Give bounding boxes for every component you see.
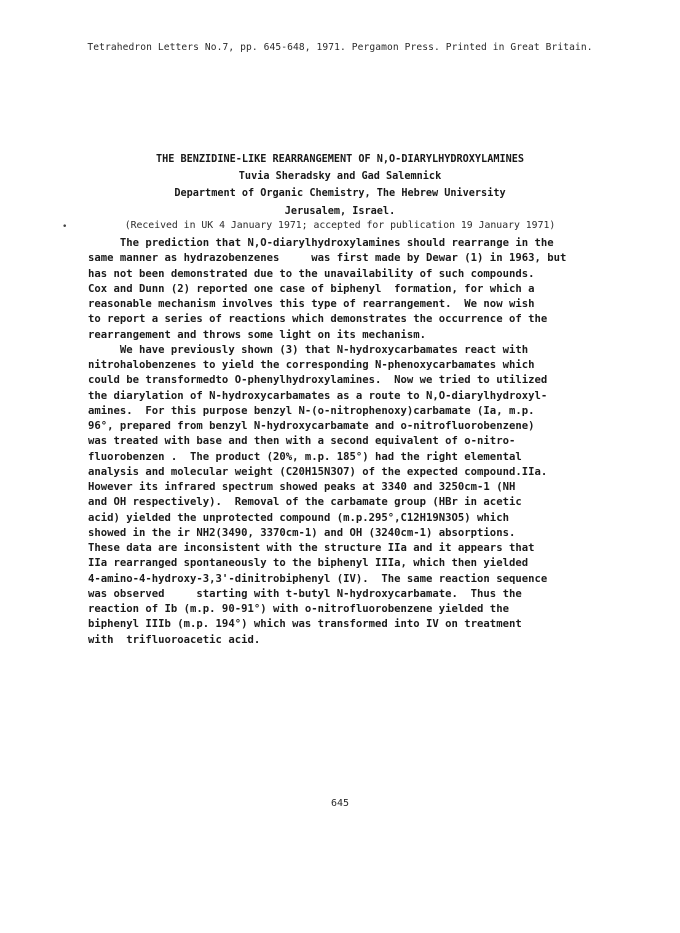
authors: Tuvia Sheradsky and Gad Salemnick (238, 171, 442, 183)
margin-bullet: • (62, 222, 68, 232)
body-line: reasonable mechanism involves this type of rearrangement. We now wish (88, 298, 535, 310)
article-title: THE BENZIDINE-LIKE REARRANGEMENT OF N,O-DIARYLHYDROXYLAMINES (155, 154, 524, 165)
article-title-block (0, 151, 680, 220)
body-line: the diarylation of N-hydroxycarbamates as a route to N,O-diarylhydroxyl- (88, 389, 548, 402)
body-line: has not been demonstrated due to the unavailability of such compounds. (88, 267, 535, 280)
body-line: IIa rearranged spontaneously to the biphenyl IIIa, which then yielded (88, 557, 529, 570)
received-date: (Received in UK 4 January 1971; accepted for publication 19 January 1971) (124, 220, 556, 231)
body-line: These data are inconsistent with the structure IIa and it appears that (88, 542, 535, 554)
body-line: rearrangement and throws some light on its mechanism. (88, 328, 427, 341)
body-line: same manner as hydrazobenzenes was first made by Dewar (1) in 1963, but (88, 252, 567, 265)
body-line: biphenyl IIIb (m.p. 194°) which was transformed into IV on treatment (88, 618, 522, 631)
body-line: with trifluoroacetic acid. (88, 633, 261, 646)
body-line: showed in the ir NH2(3490, 3370cm-1) and OH (3240cm-1) absorptions. (88, 526, 516, 539)
body-line: to report a series of reactions which demonstrates the occurrence of the (88, 313, 548, 326)
body-line: Cox and Dunn (2) reported one case of biphenyl formation, for which a (88, 282, 535, 295)
body-line: was treated with base and then with a second equivalent of o-nitro- (88, 435, 516, 448)
body-line: was observed starting with t-butyl N-hydroxycarbamate. Thus the (88, 587, 522, 600)
body-line: analysis and molecular weight (C20H15N3O7) of the expected compound.IIa. (88, 465, 548, 478)
body-line: acid) yielded the unprotected compound (m.p.295°,C12H19N3O5) which (88, 511, 509, 524)
body-line: and OH respectively). Removal of the carbamate group (HBr in acetic (88, 496, 522, 509)
page-number: 645 (330, 798, 350, 809)
body-line: However its infrared spectrum showed peaks at 3340 and 3250cm-1 (NH (88, 481, 516, 493)
body-line: nitrohalobenzenes to yield the corresponding N-phenoxycarbamates which (88, 359, 535, 371)
affiliation-line-1: Department of Organic Chemistry, The Hebrew University (174, 188, 506, 200)
body-line: amines. For this purpose benzyl N-(o-nitrophenoxy)carbamate (Ia, m.p. (88, 404, 535, 417)
body-line: reaction of Ib (m.p. 90-91°) with o-nitrofluorobenzene yielded the (88, 603, 509, 615)
body-line: 96°, prepared from benzyl N-hydroxycarbamate and o-nitrofluorobenzene) (88, 420, 535, 432)
body-line: We have previously shown (3) that N-hydroxycarbamates react with (88, 343, 529, 356)
article-body (88, 236, 608, 648)
body-line: 4-amino-4-hydroxy-3,3'-dinitrobiphenyl (IV). The same reaction sequence (88, 572, 548, 585)
body-line: could be transformedto O-phenylhydroxylamines. Now we tried to utilized (88, 374, 548, 387)
affiliation-line-2: Jerusalem, Israel. (284, 205, 396, 217)
journal-header: Tetrahedron Letters No.7, pp. 645-648, 1971. Pergamon Press. Printed in Great Britain. (87, 42, 593, 53)
body-line: The prediction that N,O-diarylhydroxylamines should rearrange in the (88, 237, 554, 249)
body-line: fluorobenzen . The product (20%, m.p. 185°) had the right elemental (88, 450, 522, 463)
